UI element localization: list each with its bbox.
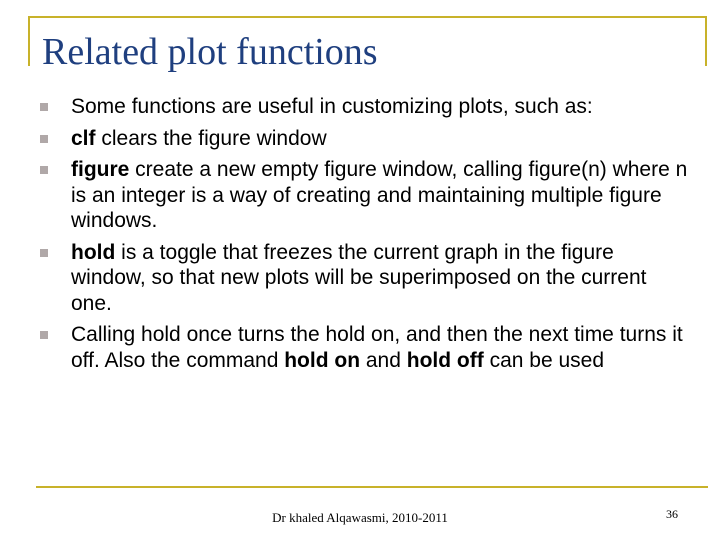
square-bullet-icon xyxy=(40,331,48,339)
square-bullet-icon xyxy=(40,249,48,257)
square-bullet-icon xyxy=(40,166,48,174)
bullet-text: create a new empty figure window, calling figure(n) where n is an integer is a way of creating and maintaining multiple figure windows. xyxy=(71,158,688,232)
bullet-text: Calling hold once turns the hold on, and then the next time turns it off. Also the command xyxy=(71,323,683,372)
square-bullet-icon xyxy=(40,103,48,111)
page-number: 36 xyxy=(666,507,678,521)
square-bullet-icon xyxy=(40,135,48,143)
bullet-keyword: clf xyxy=(71,126,96,150)
frame-right-line xyxy=(705,16,707,66)
frame-left-line xyxy=(28,16,30,66)
frame-top-line xyxy=(28,16,707,18)
bullet-text: is a toggle that freezes the current graph in the figure window, so that new plots will be superimposed on the current one. xyxy=(71,240,647,315)
bullet-item xyxy=(40,322,690,373)
bullet-text: can be used xyxy=(483,348,604,372)
bullet-text: and xyxy=(360,348,407,372)
bullet-keyword: hold on xyxy=(284,348,361,372)
bullet-list xyxy=(40,94,690,379)
bullet-item xyxy=(40,157,690,234)
footer-text: Dr khaled Alqawasmi, 2010-2011 xyxy=(272,510,448,525)
slide-title: Related plot functions xyxy=(42,31,378,73)
bullet-keyword: hold off xyxy=(406,348,484,372)
footer-line xyxy=(36,486,708,488)
bullet-item xyxy=(40,240,690,317)
bullet-text: clears the figure window xyxy=(95,126,327,150)
bullet-keyword: hold xyxy=(71,240,116,264)
bullet-item xyxy=(40,126,690,152)
bullet-item xyxy=(40,94,690,120)
bullet-keyword: figure xyxy=(71,158,130,181)
bullet-text: Some functions are useful in customizing plots, such as: xyxy=(71,95,593,118)
